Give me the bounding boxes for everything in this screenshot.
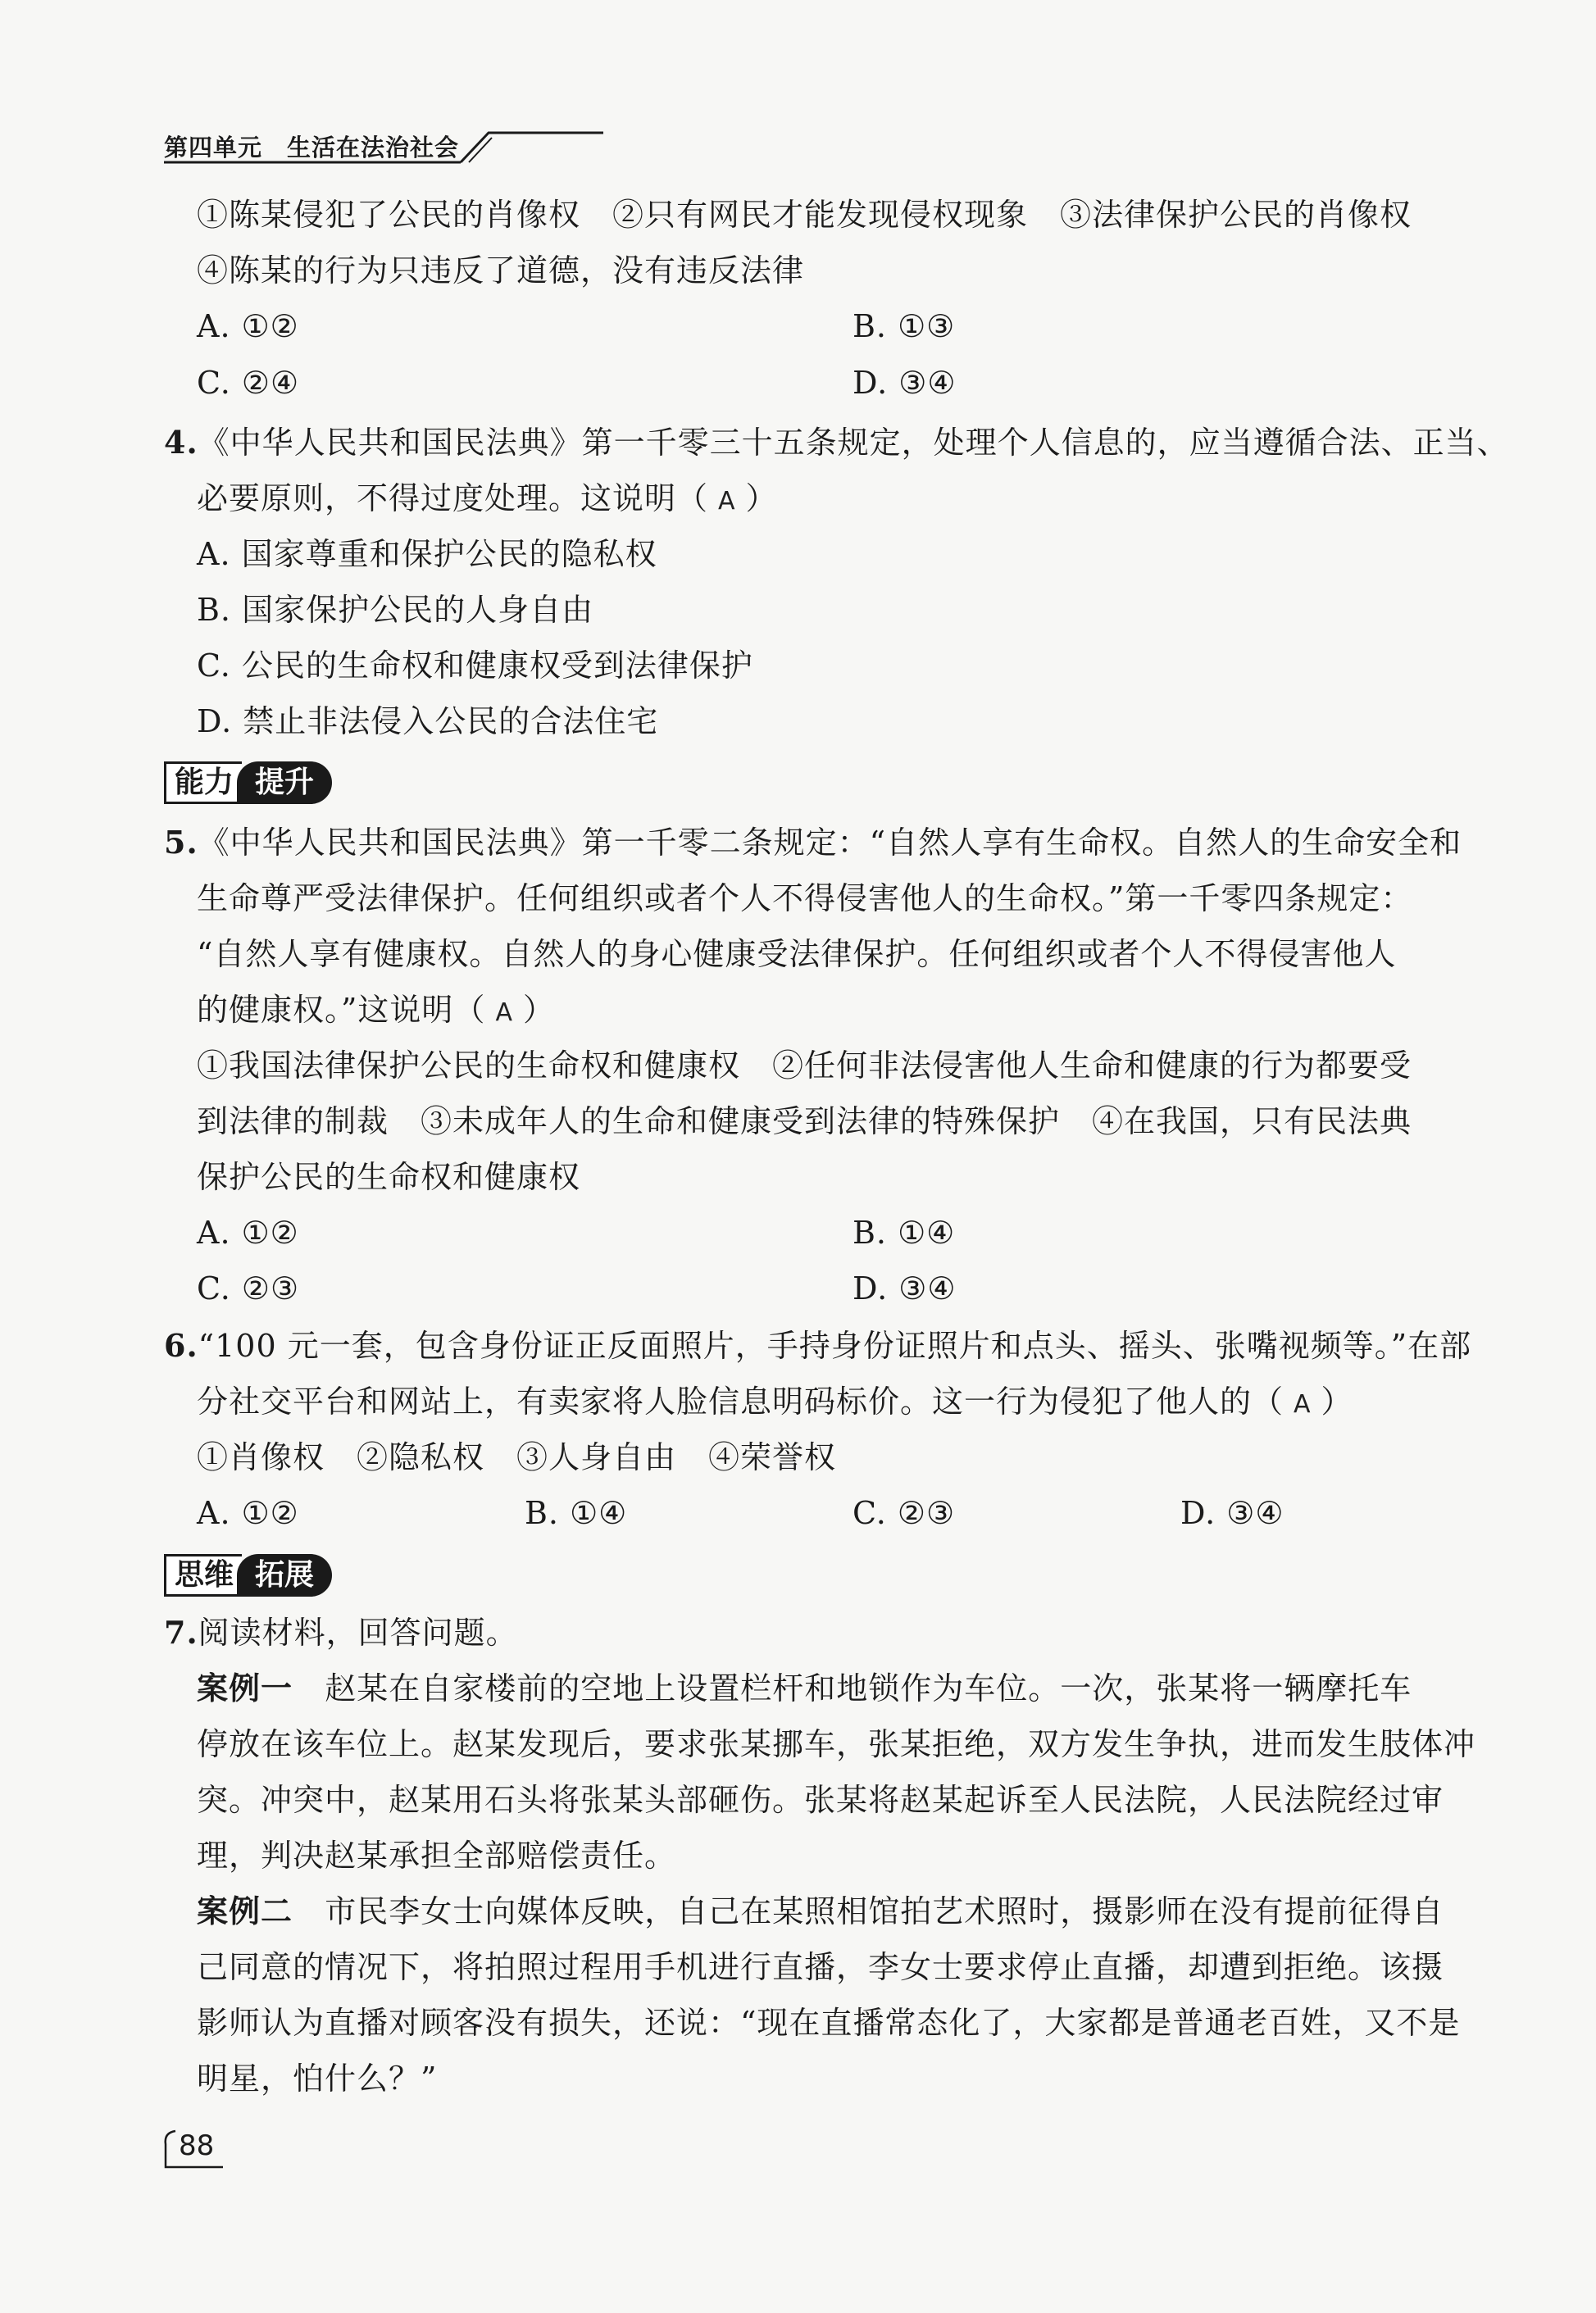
case1-line2: 停放在该车位上。赵某发现后，要求张某挪车，张某拒绝，双方发生争执，进而发生肢体冲 — [197, 1726, 1476, 1762]
q6-answer: A — [1294, 1390, 1312, 1419]
q5-stem-line3: “自然人享有健康权。自然人的身心健康受法律保护。任何组织或者个人不得侵害他人 — [197, 936, 1397, 972]
section-thinking-tag — [164, 1553, 332, 1597]
section-ability-left: 能力 — [164, 761, 242, 804]
q5-option-d: D. ③④ — [853, 1270, 957, 1306]
section-ability-tag — [164, 761, 332, 805]
q3-option-c: C. ②④ — [197, 365, 300, 401]
q5-answer: A — [495, 998, 513, 1027]
case2-line3: 影师认为直播对顾客没有损失，还说：“现在直播常态化了，大家都是普通老百姓，又不是 — [197, 2005, 1461, 2041]
q6-stem-line1 — [164, 1325, 1471, 1366]
section-ability-right: 提升 — [237, 761, 332, 804]
q5-option-a: A. ①② — [197, 1215, 299, 1251]
case2-label: 案例二 — [197, 1893, 293, 1929]
case1-text-line1: 赵某在自家楼前的空地上设置栏杆和地锁作为车位。一次，张某将一辆摩托车 — [325, 1670, 1412, 1706]
q3-statements-line2: ④陈某的行为只违反了道德，没有违反法律 — [197, 252, 805, 289]
q5-statements-line3: 保护公民的生命权和健康权 — [197, 1159, 581, 1195]
q4-option-d: D. 禁止非法侵入公民的合法住宅 — [197, 703, 659, 739]
case1-line4: 理，判决赵某承担全部赔偿责任。 — [197, 1838, 677, 1874]
q4-stem-line2 — [197, 478, 778, 522]
q4-answer: A — [718, 487, 736, 516]
q6-number: 6. — [164, 1327, 198, 1364]
q5-statements-line2: 到法律的制裁 ③未成年人的生命和健康受到法律的特殊保护 ④在我国，只有民法典 — [197, 1103, 1412, 1139]
q5-stem-line1 — [164, 822, 1462, 863]
q4-option-c: C. 公民的生命权和健康权受到法律保护 — [197, 648, 753, 684]
q5-stem-line4 — [197, 989, 555, 1034]
q4-text-line2: 必要原则，不得过度处理。这说明（ — [197, 480, 709, 516]
case2-text-line1: 市民李女士向媒体反映，自己在某照相馆拍艺术照时，摄影师在没有提前征得自 — [325, 1893, 1444, 1929]
q6-statements: ①肖像权 ②隐私权 ③人身自由 ④荣誉权 — [197, 1439, 837, 1475]
q7-intro-text: 阅读材料，回答问题。 — [198, 1615, 518, 1651]
q7-intro — [164, 1612, 518, 1653]
q4-number: 4. — [164, 424, 198, 461]
case2-line4: 明星，怕什么？” — [197, 2061, 438, 2097]
q6-option-c: C. ②③ — [853, 1495, 956, 1531]
q3-option-a: A. ①② — [197, 308, 299, 344]
q6-stem-line2 — [197, 1381, 1353, 1425]
q6-text-line1: “100 元一套，包含身份证正反面照片，手持身份证照片和点头、摇头、张嘴视频等。”在部 — [198, 1328, 1472, 1364]
q4-paren-close: ） — [745, 480, 778, 516]
q5-text-line1: 《中华人民共和国民法典》第一千零二条规定：“自然人享有生命权。自然人的生命安全和 — [198, 825, 1462, 861]
q4-option-b: B. 国家保护公民的人身自由 — [197, 592, 594, 628]
q5-stem-line2: 生命尊严受法律保护。任何组织或者个人不得侵害他人的生命权。”第一千零四条规定： — [197, 880, 1413, 916]
case2-line2: 己同意的情况下，将拍照过程用手机进行直播，李女士要求停止直播，却遭到拒绝。该摄 — [197, 1949, 1444, 1985]
q3-statements-line1: ①陈某侵犯了公民的肖像权 ②只有网民才能发现侵权现象 ③法律保护公民的肖像权 — [197, 197, 1412, 233]
q5-paren-close: ） — [522, 992, 555, 1028]
case1-line1 — [197, 1668, 1412, 1709]
q5-statements-line1: ①我国法律保护公民的生命权和健康权 ②任何非法侵害他人生命和健康的行为都要受 — [197, 1047, 1412, 1084]
running-header — [164, 125, 607, 166]
page-number: 88 — [179, 2129, 215, 2162]
section-thinking-left: 思维 — [164, 1554, 242, 1597]
q5-number: 5. — [164, 824, 198, 861]
case1-label: 案例一 — [197, 1670, 293, 1706]
q6-paren-close: ） — [1321, 1384, 1353, 1420]
section-thinking-right: 拓展 — [237, 1554, 332, 1597]
unit-label: 第四单元 — [164, 134, 263, 161]
q4-text-line1: 《中华人民共和国民法典》第一千零三十五条规定，处理个人信息的，应当遵循合法、正当、 — [198, 425, 1509, 461]
q3-option-b: B. ①③ — [853, 308, 956, 344]
q5-text-line4: 的健康权。”这说明（ — [197, 992, 486, 1028]
q5-option-b: B. ①④ — [853, 1215, 956, 1251]
q6-option-d: D. ③④ — [1180, 1495, 1285, 1531]
q5-option-c: C. ②③ — [197, 1270, 300, 1306]
case2-line1 — [197, 1891, 1444, 1932]
q7-number: 7. — [164, 1614, 198, 1651]
q4-stem-line1 — [164, 422, 1509, 463]
q6-text-line2: 分社交平台和网站上，有卖家将人脸信息明码标价。这一行为侵犯了他人的（ — [197, 1384, 1285, 1420]
case1-line3: 突。冲突中，赵某用石头将张某头部砸伤。张某将赵某起诉至人民法院，人民法院经过审 — [197, 1782, 1444, 1818]
q6-option-a: A. ①② — [197, 1495, 299, 1531]
q4-option-a: A. 国家尊重和保护公民的隐私权 — [197, 536, 657, 572]
unit-title: 生活在法治社会 — [287, 134, 460, 161]
q3-option-d: D. ③④ — [853, 365, 957, 401]
q6-option-b: B. ①④ — [525, 1495, 628, 1531]
